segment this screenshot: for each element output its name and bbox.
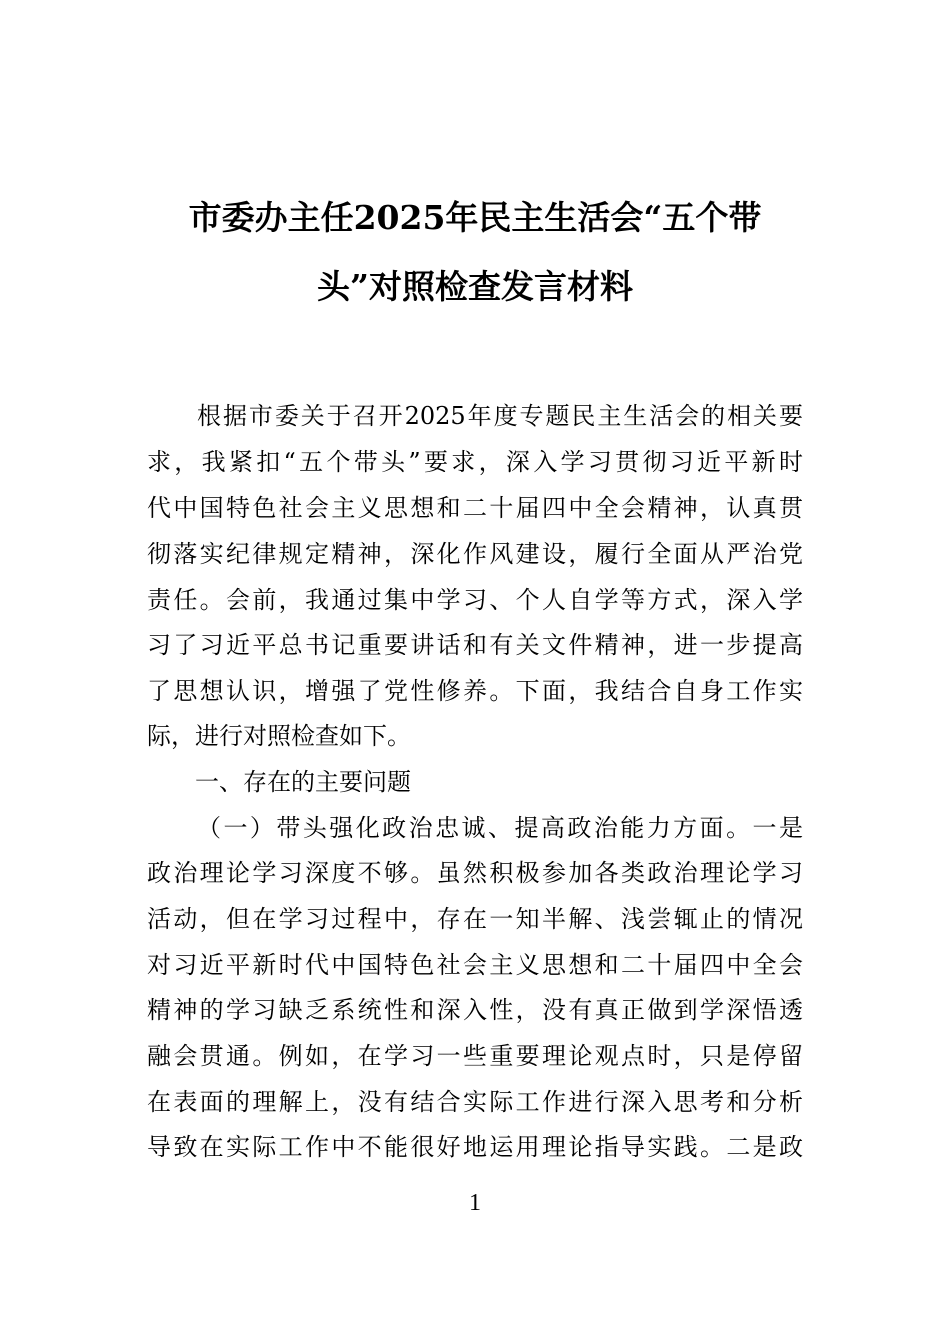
document-title-line-1: 市委办主任2025年民主生活会“五个带 (188, 198, 762, 237)
intro-paragraph-line: 际，进行对照检查如下。 (147, 722, 411, 750)
intro-paragraph-line: 习了习近平总书记重要讲话和有关文件精神，进一步提高 (147, 631, 803, 659)
intro-paragraph-line: 代中国特色社会主义思想和二十届四中全会精神，认真贯 (147, 494, 803, 522)
section-paragraph-line: 活动，但在学习过程中，存在一知半解、浅尝辄止的情况 (147, 905, 803, 933)
page-number: 1 (469, 1190, 481, 1216)
intro-paragraph-line: 了思想认识，增强了党性修养。下面，我结合自身工作实 (147, 677, 803, 705)
intro-paragraph-line: 彻落实纪律规定精神，深化作风建设，履行全面从严治党 (147, 540, 803, 568)
document-title-line-2: 头”对照检查发言材料 (317, 267, 633, 306)
section-paragraph-line: 导致在实际工作中不能很好地运用理论指导实践。二是政 (147, 1133, 803, 1161)
section-paragraph-line: 对习近平新时代中国特色社会主义思想和二十届四中全会 (147, 951, 803, 979)
section-heading: 一、存在的主要问题 (195, 768, 411, 796)
section-paragraph-line: （一）带头强化政治忠诚、提高政治能力方面。一是 (197, 814, 803, 842)
intro-paragraph-line: 责任。会前，我通过集中学习、个人自学等方式，深入学 (147, 586, 803, 614)
section-paragraph-line: 精神的学习缺乏系统性和深入性，没有真正做到学深悟透 (147, 996, 803, 1024)
intro-paragraph-line: 求，我紧扣“五个带头”要求，深入学习贯彻习近平新时 (147, 448, 803, 476)
intro-paragraph-line: 根据市委关于召开2025年度专题民主生活会的相关要 (197, 402, 803, 430)
section-paragraph-line: 政治理论学习深度不够。虽然积极参加各类政治理论学习 (147, 859, 803, 887)
section-paragraph-line: 融会贯通。例如，在学习一些重要理论观点时，只是停留 (147, 1042, 803, 1070)
section-paragraph-line: 在表面的理解上，没有结合实际工作进行深入思考和分析 (147, 1088, 803, 1116)
